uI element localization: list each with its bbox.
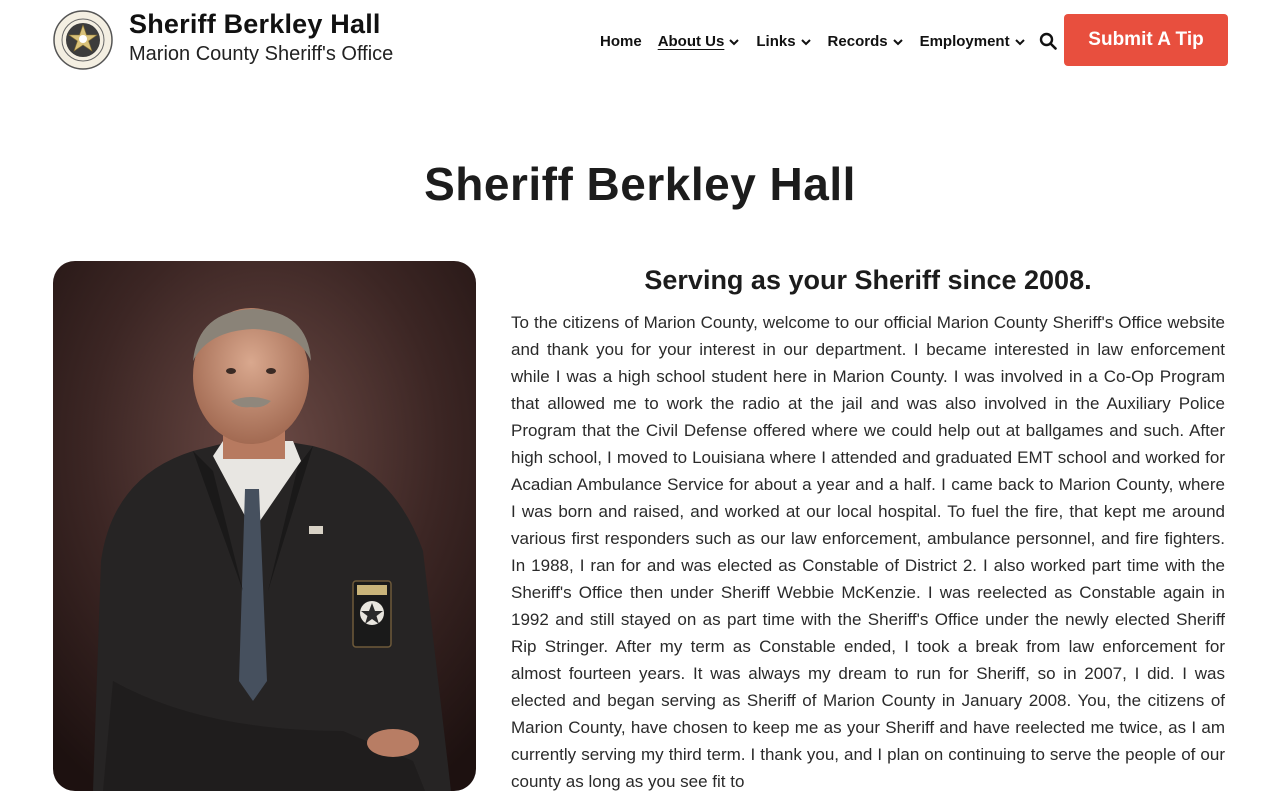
nav-item-label: Home <box>600 32 642 50</box>
nav-item-about-us[interactable] <box>658 33 741 50</box>
chevron-down-icon <box>1014 35 1026 47</box>
chevron-down-icon <box>800 35 812 47</box>
site-title[interactable]: Sheriff Berkley Hall <box>129 9 381 39</box>
nav-item-label: Employment <box>919 32 1010 50</box>
site-subtitle: Marion County Sheriff's Office <box>129 43 394 65</box>
nav-item-label: About Us <box>657 32 725 50</box>
nav-item-records[interactable] <box>828 33 904 50</box>
search-icon[interactable] <box>1038 31 1058 51</box>
page-title: Sheriff Berkley Hall <box>424 158 856 210</box>
nav-item-label: Links <box>756 32 796 50</box>
sheriff-badge-seal-icon[interactable] <box>53 10 113 70</box>
nav-item-home[interactable] <box>600 33 642 50</box>
sheriff-portrait-photo <box>53 261 476 791</box>
site-header <box>0 0 1280 82</box>
main-nav <box>600 28 1058 54</box>
chevron-down-icon <box>728 35 740 47</box>
article-body: To the citizens of Marion County, welcome to our official Marion County Sheriff's Office website and thank you for your interest in our department. I became interested in law enforcement while I was a high school student here in Marion County. I was involved in a Co-Op Program that allowed me to work the radio at the jail and was also involved in the Auxiliary Police Program that the Civil Defense offered where we could help out at ballgames and such. After high school, I moved to Louisiana where I attended and graduated EMT school and worked for Acadian Ambulance Service for about a year and a half. I came back to Marion County, where I was born and raised, and worked at our local hospital. To fuel the fire, that kept me around various first responders such as our law enforcement, ambulance personnel, and fire fighters. In 1988, I ran for and was elected as Constable of District 2. I also worked part time with the Sheriff's Office then under Sheriff Webbie McKenzie. I was reelected as Constable again in 1992 and still stayed on as part time with the Sheriff's Office under the newly elected Sheriff Rip Stringer. After my term as Constable ended, I took a break from law enforcement for almost fourteen years. It was always my dream to run for Sheriff, so in 2007, I did. I was elected and began serving as Sheriff of Marion County in January 2008. You, the citizens of Marion County, have chosen to keep me as your Sheriff and have reelected me twice, as I am currently serving my third term. I thank you, and I plan on continuing to serve the people of our county as long as you see fit to <box>511 313 1225 791</box>
article-heading: Serving as your Sheriff since 2008. <box>644 265 1092 295</box>
submit-tip-button[interactable]: Submit A Tip <box>1064 14 1228 66</box>
nav-item-links[interactable] <box>756 33 811 50</box>
nav-item-employment[interactable] <box>920 33 1026 50</box>
chevron-down-icon <box>892 35 904 47</box>
nav-item-label: Records <box>827 32 888 50</box>
